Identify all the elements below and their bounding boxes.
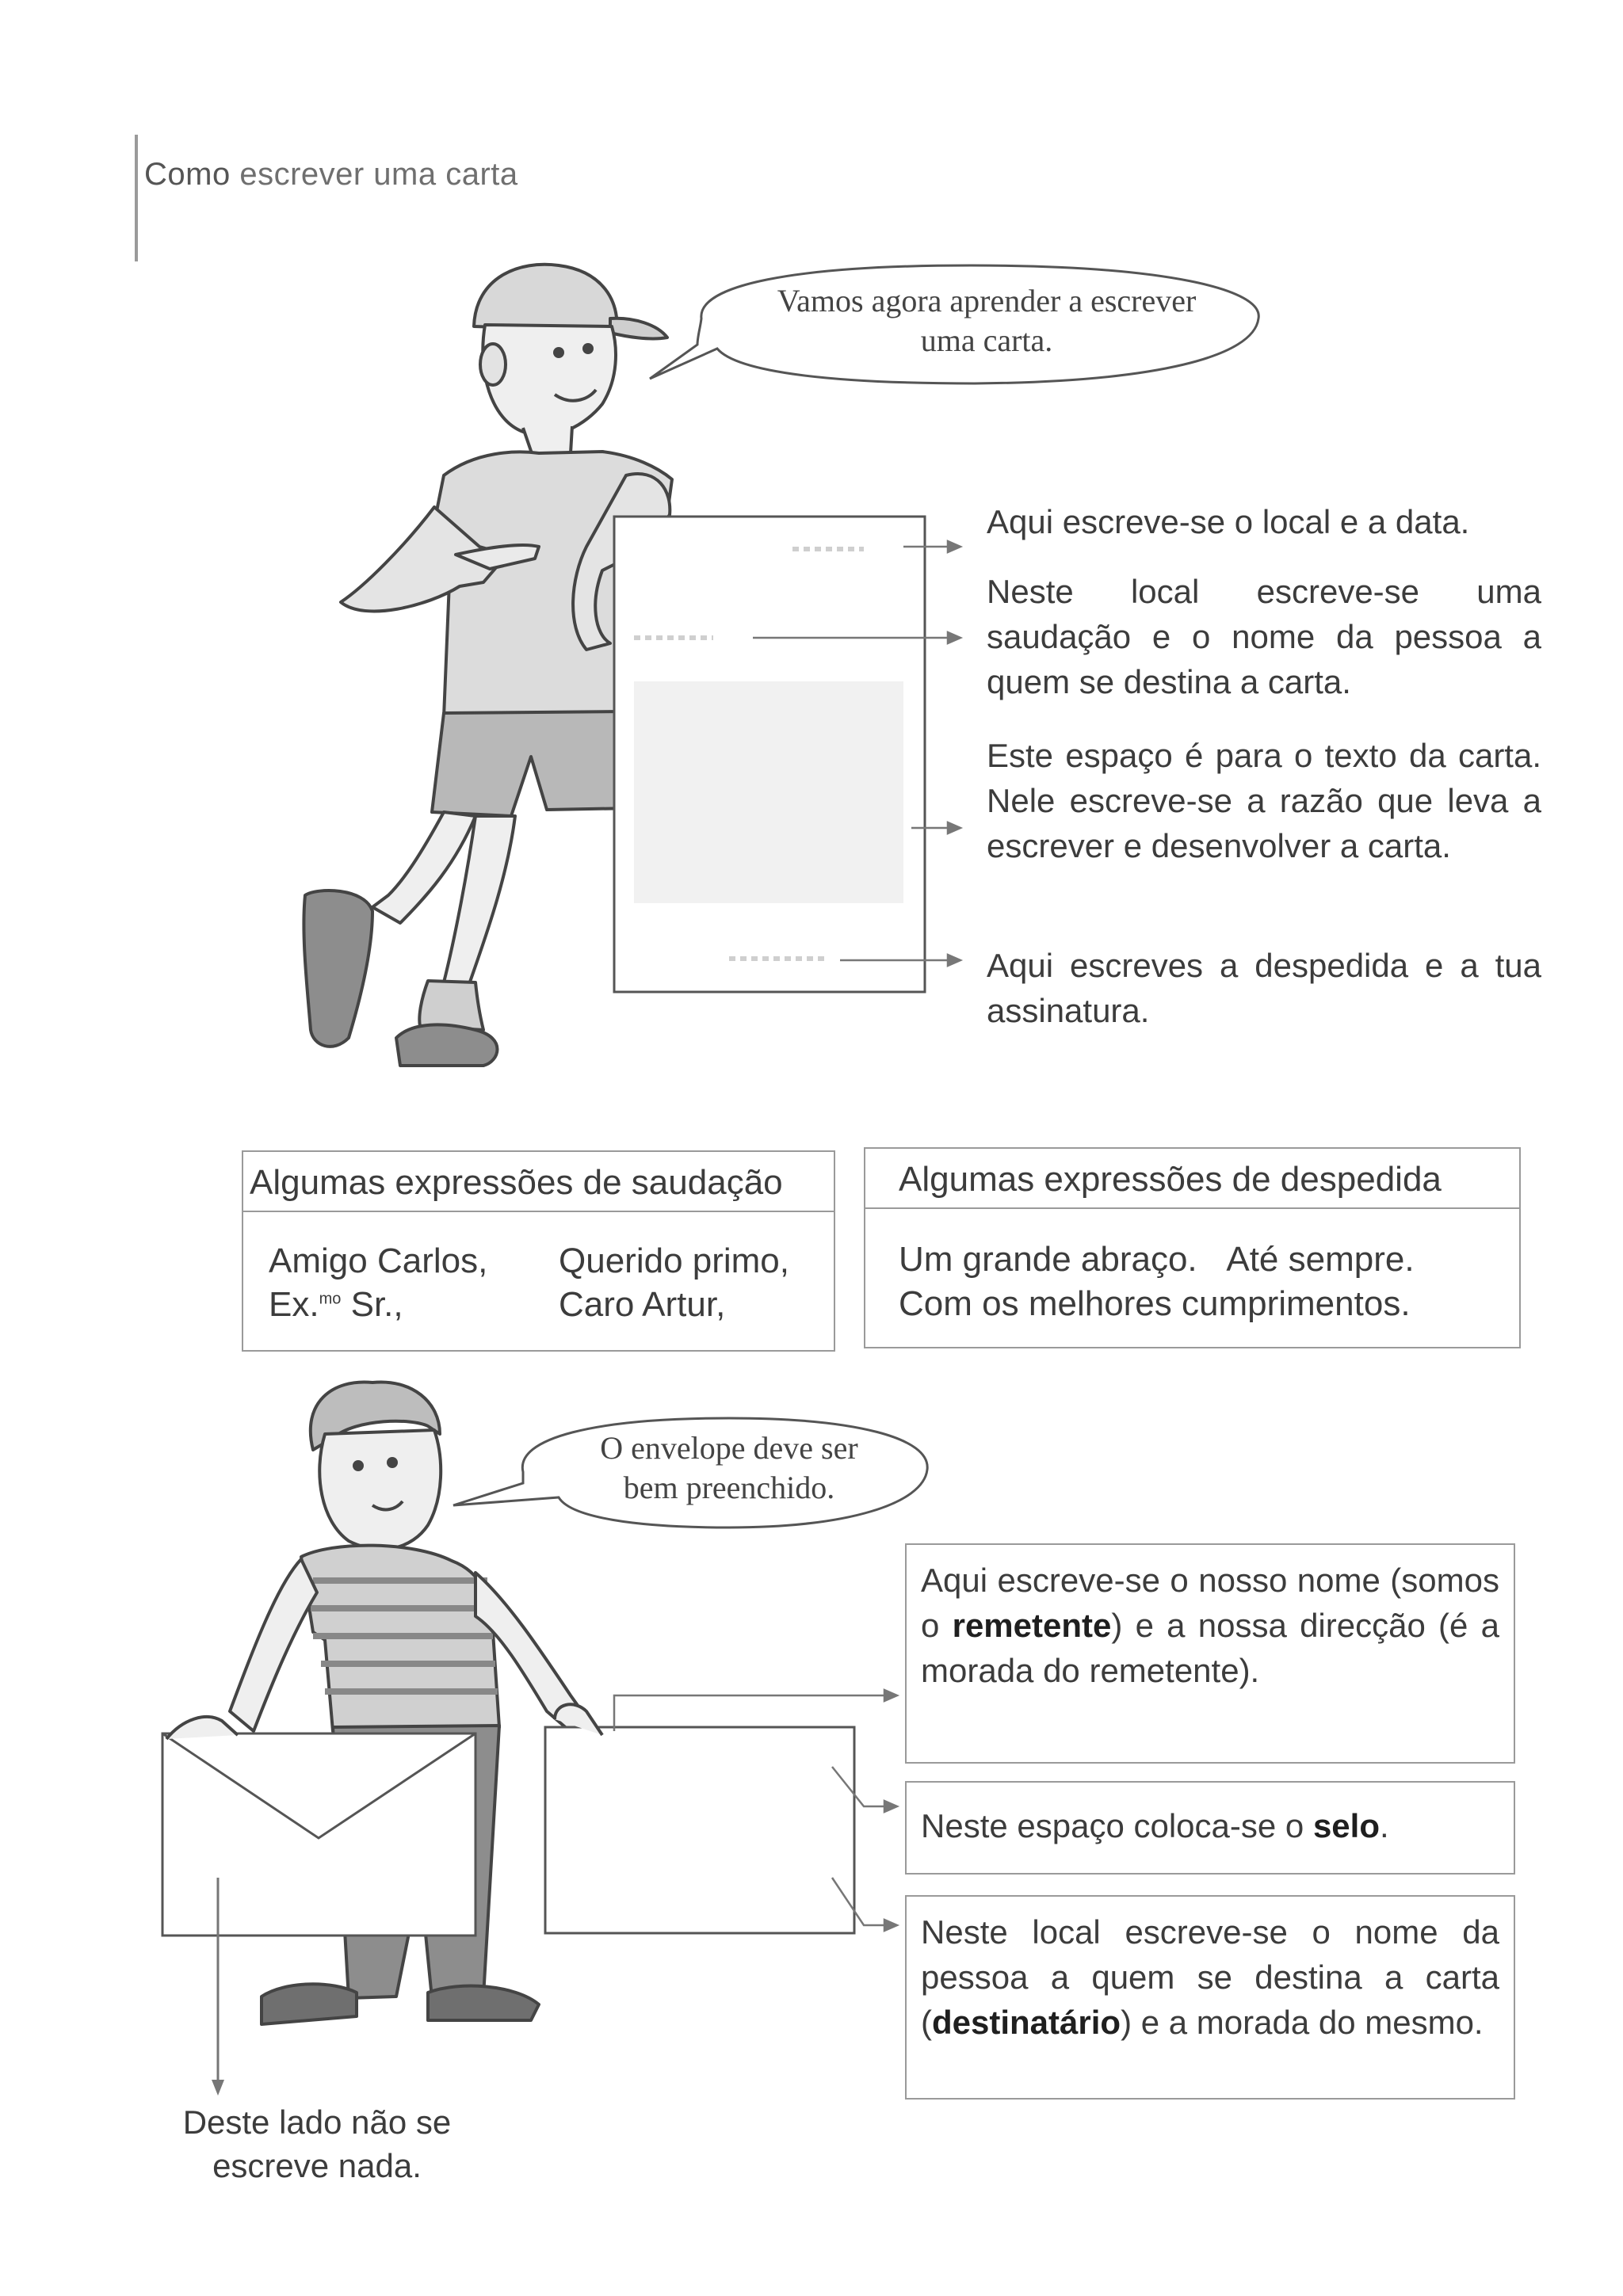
letter-diagram — [614, 517, 925, 992]
envelope-front-diagram — [545, 1704, 854, 1933]
farewell-box — [864, 1147, 1521, 1348]
label-farewell: Aqui escreves a despedida e a tua assinatura. — [987, 947, 1541, 1030]
label-sender-box: Aqui escreve-se o nosso nome (somos o remetente) e a nossa direcção (é a morada do remetente). — [905, 1543, 1515, 1764]
greetings-box-title: Algumas expressões de saudação — [243, 1152, 834, 1212]
farewell-box-title: Algumas expressões de despedida — [865, 1149, 1519, 1209]
greetings-box — [242, 1150, 835, 1352]
label-body: Este espaço é para o texto da carta. Nele escreve-se a razão que leva a escrever e desenvolver a carta. — [987, 737, 1541, 865]
farewell-line-1: Um grande abraço. Até sempre. — [899, 1240, 1415, 1279]
greeting-amigo: Amigo Carlos, — [269, 1241, 488, 1280]
label-greeting: Neste local escreve-se uma saudação e o nome da pessoa a quem se destina a carta. — [987, 573, 1541, 701]
farewell-line-2: Com os melhores cumprimentos. — [899, 1284, 1411, 1323]
label-place-date: Aqui escreve-se o local e a data. — [987, 503, 1470, 540]
greeting-caro: Caro Artur, — [559, 1285, 726, 1324]
speech-text-1: Vamos agora aprender a escrever uma carta. — [777, 283, 1197, 358]
label-back-note: Deste lado não se escreve nada. — [182, 2103, 452, 2184]
label-recipient-box: Neste local escreve-se o nome da pessoa a quem se destina a carta (destinatário) e a morada do mesmo. — [905, 1895, 1515, 2100]
greeting-exmo: Ex.$^{mo}$ Sr., — [269, 1285, 403, 1324]
speech-text-2: O envelope deve ser bem preenchido. — [600, 1430, 858, 1505]
page-title: Como escrever uma carta — [144, 157, 518, 192]
greeting-primo: Querido primo, — [559, 1241, 790, 1280]
label-stamp-box: Neste espaço coloca-se o selo. — [905, 1781, 1515, 1875]
envelope-back-illustration — [162, 1717, 475, 2096]
